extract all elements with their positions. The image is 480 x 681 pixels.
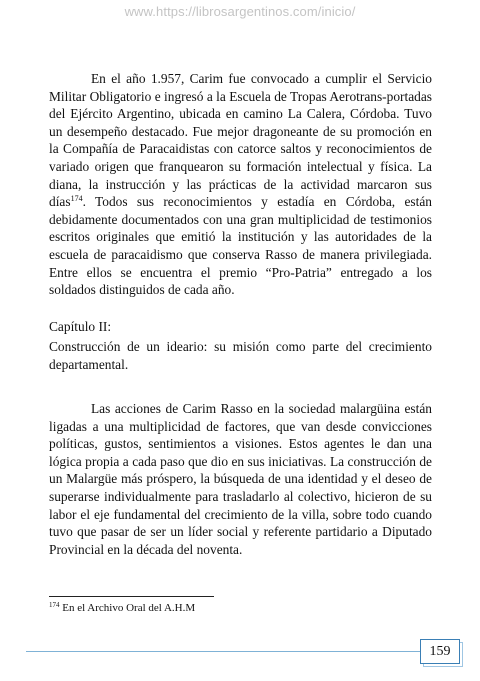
footnote-reference: 174 <box>70 194 83 204</box>
body-paragraph-1 <box>49 70 432 299</box>
paragraph-1-text-b: . Todos sus reconocimientos y estadía en Córdoba, están debidamente documentados con una gran multiplicidad de testimonios escritos originales que emitió la institución y las autoridades de la escuela de paracaidismo que conserva Rasso de manera privilegiada. Entre ellos se encuentra el premio “Pro-Patria” entregado a los soldados distinguidos de cada año. <box>49 194 432 298</box>
footnote-text: En el Archivo Oral del A.H.M <box>59 602 196 614</box>
page-number: 159 <box>420 639 460 664</box>
footnote <box>49 602 195 615</box>
watermark-url: www.https://librosargentinos.com/inicio/ <box>124 4 356 19</box>
paragraph-2-text: Las acciones de Carim Rasso en la sociedad malargüina están ligadas a una multiplicidad de factores, que van desde convicciones políticas, gustos, sentimientos a visiones. Estos agentes le dan una lógica propia a cada paso que dio en sus iniciativas. La construcción de un Malargüe más próspero, la búsqueda de una identidad y el deseo de superarse individualmente para trasladarlo al colectivo, hicieron de su labor el eje fundamental del crecimiento de la villa, sobre todo cuando tuvo que pasar de ser un líder social y referente partidario a Diputado Provincial en la década del noventa. <box>49 401 432 557</box>
body-paragraph-2 <box>49 400 432 558</box>
paragraph-1-text-a: En el año 1.957, Carim fue convocado a cumplir el Servicio Militar Obligatorio e ingresó a la Escuela de Tropas Aerotrans-portadas del Ejército Argentino, ubicada en camino La Calera, Córdoba. Tuvo un desempeño destacado. Fue mejor dragoneante de su promoción en la Compañía de Paracaidistas con catorce saltos y reconocimientos de variado origen que franquearon su formación intelectual y física. La diana, la instrucción y las prácticas de la actividad marcaron sus días <box>49 71 432 210</box>
page-footer-line <box>26 651 444 652</box>
chapter-heading: Capítulo II: <box>49 319 112 334</box>
footnote-divider <box>49 596 214 597</box>
chapter-subtitle: Construcción de un ideario: su misión como parte del crecimiento departamental. <box>49 339 432 372</box>
footnote-number: 174 <box>49 601 60 609</box>
